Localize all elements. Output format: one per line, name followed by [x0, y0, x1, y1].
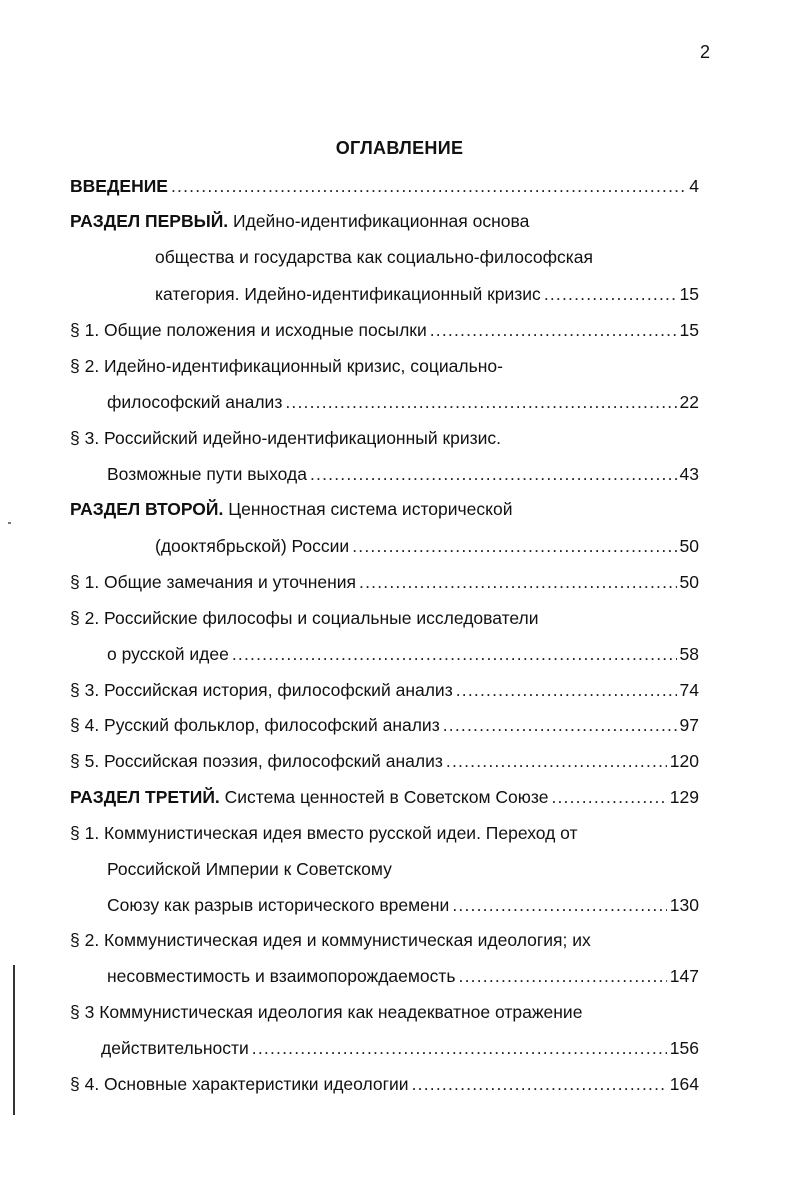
toc-page: 97 — [679, 715, 699, 735]
toc-page: 58 — [679, 644, 699, 664]
toc-part1-heading: РАЗДЕЛ ПЕРВЫЙ. — [70, 211, 229, 231]
toc-text: § 1. Общие замечания и уточнения — [70, 572, 357, 592]
toc-page: 50 — [679, 536, 699, 556]
toc-entry-part3-s1[interactable] — [107, 892, 699, 918]
dot-leader — [285, 389, 676, 415]
dot-leader — [412, 1071, 667, 1097]
toc-text: несовместимость и взаимопорождаемость — [107, 966, 456, 986]
toc-text: § 3. Российская история, философский анализ — [70, 680, 453, 700]
toc-part2-line1[interactable] — [70, 496, 512, 522]
toc-page: 129 — [669, 787, 699, 807]
dot-leader — [443, 712, 677, 738]
toc-page: 15 — [679, 320, 699, 340]
toc-part1-s2-line1: § 2. Идейно-идентификационный кризис, социально- — [70, 356, 503, 376]
toc-label-intro: ВВЕДЕНИЕ — [70, 176, 168, 196]
toc-text: Возможные пути выхода — [107, 464, 307, 484]
toc-entry-part1-s1[interactable] — [70, 317, 699, 343]
toc-page: 156 — [669, 1038, 699, 1058]
toc-part1-s3-line1: § 3. Российский идейно-идентификационный кризис. — [70, 428, 502, 448]
toc-text: о русской идее — [107, 644, 229, 664]
toc-page: 50 — [679, 572, 699, 592]
toc-entry-part1[interactable] — [155, 281, 699, 307]
toc-entry-part3[interactable] — [70, 784, 699, 810]
dot-leader — [252, 1035, 667, 1061]
dot-leader — [232, 641, 677, 667]
toc-entry-part2-s5[interactable] — [70, 748, 699, 774]
toc-text: философский анализ — [107, 392, 283, 412]
dot-leader — [544, 281, 677, 307]
toc-page: 4 — [689, 176, 699, 196]
toc-part2-s2-line1: § 2. Российские философы и социальные исследователи — [70, 608, 539, 628]
toc-part1-line1[interactable] — [70, 208, 529, 234]
toc-part3-s1-line2: Российской Империи к Советскому — [107, 859, 392, 879]
toc-text: § 4. Русский фольклор, философский анализ — [70, 715, 440, 735]
toc-part1-line2: общества и государства как социально-философская — [155, 247, 594, 267]
toc-entry-part3-s2[interactable] — [107, 963, 699, 989]
toc-entry-part2-s3[interactable] — [70, 677, 699, 703]
toc-part1-text3: категория. Идейно-идентификационный кризис — [155, 284, 541, 304]
toc-text: § 5. Российская поэзия, философский анализ — [70, 751, 443, 771]
toc-entry-part2-s2[interactable] — [107, 641, 699, 667]
toc-part2-text1: Ценностная система исторической — [228, 499, 513, 519]
toc-part3-text1: Система ценностей в Советском Союзе — [224, 787, 549, 807]
dot-leader — [359, 569, 677, 595]
page-number: 2 — [700, 42, 711, 62]
toc-text: Союзу как разрыв исторического времени — [107, 895, 450, 915]
toc-part2-text2: (дооктябрьской) России — [155, 536, 350, 556]
toc-page: 120 — [669, 751, 699, 771]
toc-entry-part3-s3[interactable] — [101, 1035, 699, 1061]
toc-part3-s1-line1: § 1. Коммунистическая идея вместо русской идеи. Переход от — [70, 823, 578, 843]
toc-part3-s2-line1: § 2. Коммунистическая идея и коммунистическая идеология; их — [70, 930, 591, 950]
dot-leader — [171, 173, 686, 199]
toc-text: § 4. Основные характеристики идеологии — [70, 1074, 409, 1094]
dot-leader — [310, 461, 677, 487]
dot-leader — [452, 892, 666, 918]
toc-part3-s3-line1: § 3 Коммунистическая идеология как неадекватное отражение — [70, 1002, 583, 1022]
toc-text: действительности — [101, 1038, 249, 1058]
toc-part3-label — [70, 784, 548, 810]
toc-entry-part1-s2[interactable] — [107, 389, 699, 415]
dot-leader — [430, 317, 677, 343]
toc-entry-intro[interactable] — [70, 173, 699, 199]
toc-part2-heading: РАЗДЕЛ ВТОРОЙ. — [70, 499, 224, 519]
toc-text: § 1. Общие положения и исходные посылки — [70, 320, 427, 340]
toc-page: 130 — [669, 895, 699, 915]
toc-page: 164 — [669, 1074, 699, 1094]
dot-leader — [352, 533, 676, 559]
toc-page: 74 — [679, 680, 699, 700]
toc-page: 43 — [679, 464, 699, 484]
toc-entry-part3-s4[interactable] — [70, 1071, 699, 1097]
toc-page: 147 — [669, 966, 699, 986]
dot-leader — [551, 784, 666, 810]
scan-mark — [8, 522, 11, 524]
dot-leader — [459, 963, 667, 989]
toc-entry-part2[interactable] — [155, 533, 699, 559]
dot-leader — [446, 748, 667, 774]
toc-entry-part2-s1[interactable] — [70, 569, 699, 595]
toc-part3-heading: РАЗДЕЛ ТРЕТИЙ. — [70, 787, 220, 807]
toc-page: 15 — [679, 284, 699, 304]
toc-entry-part2-s4[interactable] — [70, 712, 699, 738]
toc-page: 22 — [679, 392, 699, 412]
toc-entry-part1-s3[interactable] — [107, 461, 699, 487]
dot-leader — [456, 677, 677, 703]
scan-edge-line — [13, 965, 15, 1115]
toc-part1-text1: Идейно-идентификационная основа — [233, 211, 530, 231]
toc-title: ОГЛАВЛЕНИЕ — [335, 138, 464, 158]
